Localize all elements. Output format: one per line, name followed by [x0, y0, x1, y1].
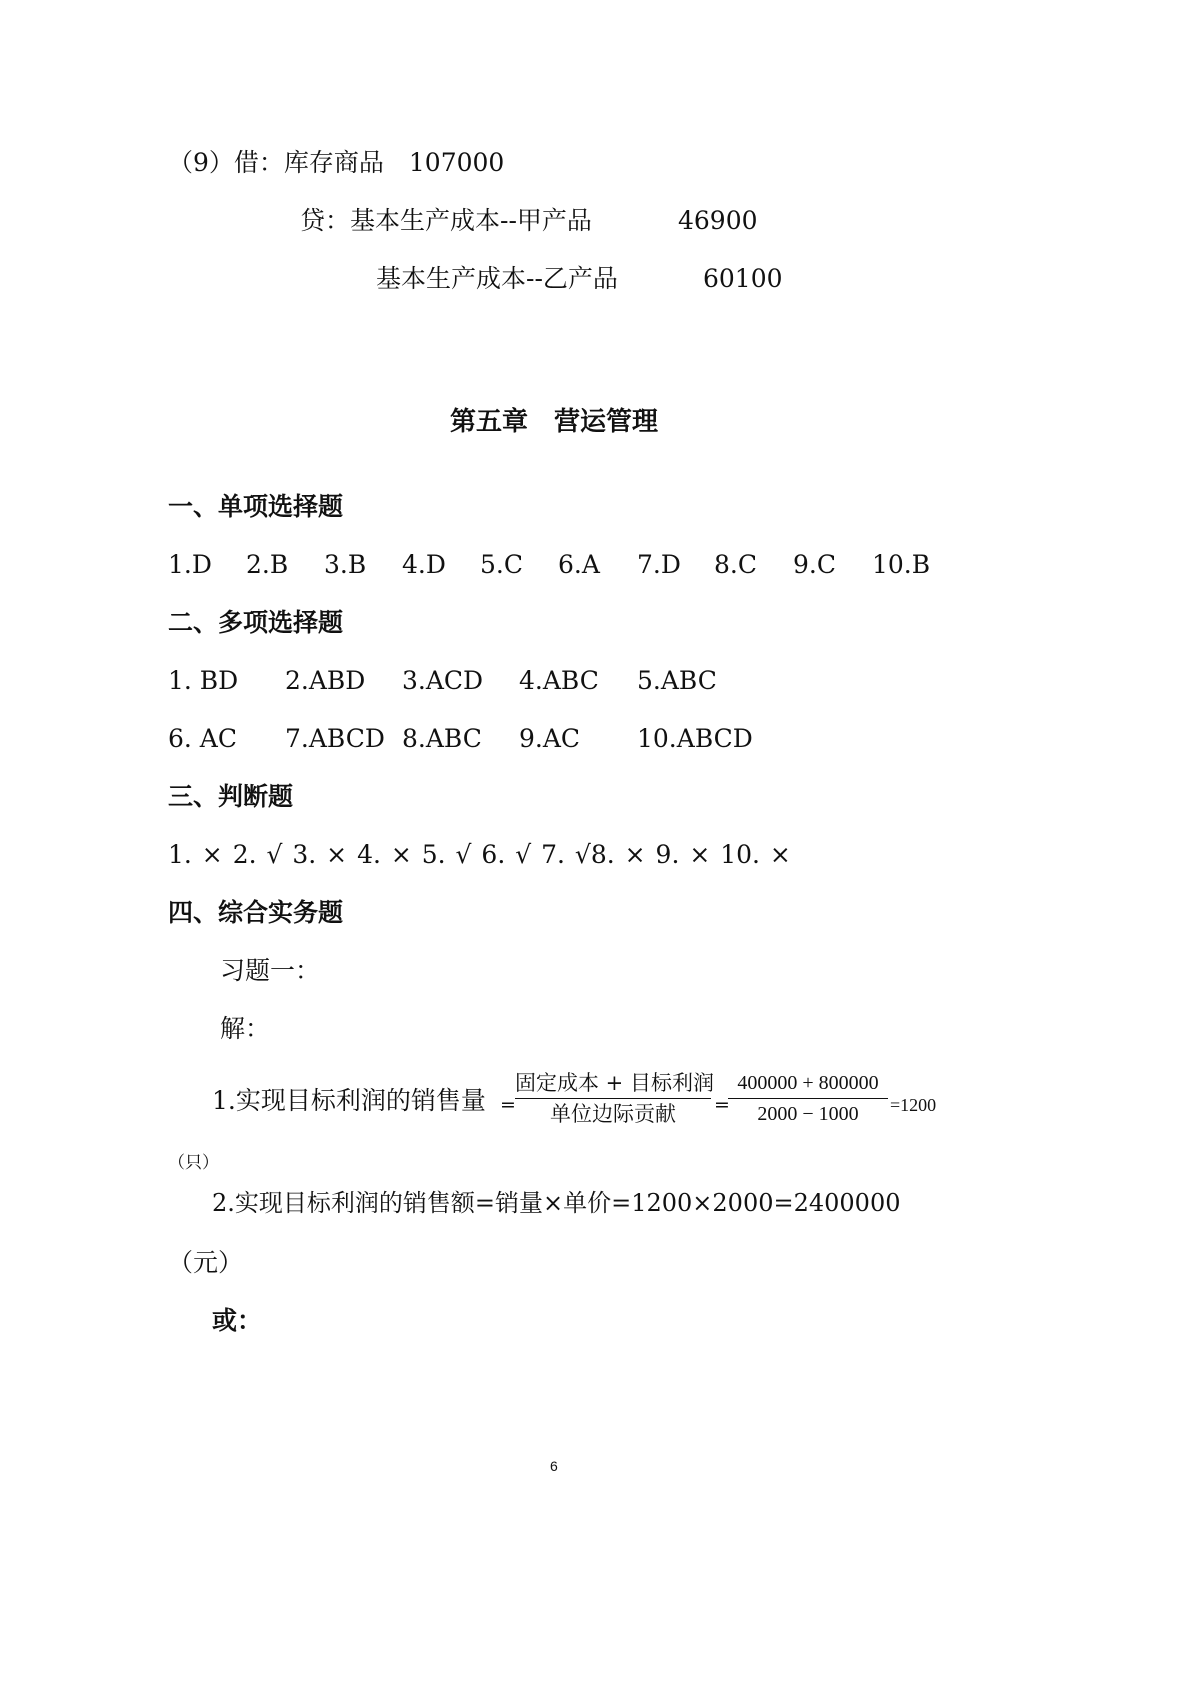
answer-item: 10.B	[872, 550, 931, 579]
multiple-answers-row-1	[168, 664, 868, 698]
formula1-lead: 1.实现目标利润的销售量	[212, 1086, 486, 1115]
answer-item: 1.D	[168, 550, 212, 579]
formula2-unit: （元）	[168, 1248, 244, 1277]
fraction-bar	[728, 1098, 888, 1099]
answer-item: 3.B	[324, 550, 367, 579]
section-practice-title: 四、综合实务题	[168, 898, 344, 927]
journal-line-debit: （9）借：库存商品 107000	[168, 148, 505, 177]
section-judge-title: 三、判断题	[168, 782, 294, 811]
answer-item: 1. BD	[168, 666, 239, 695]
answer-item: 10.ABCD	[637, 724, 753, 753]
journal-credit-a-label: 贷：基本生产成本--甲产品	[300, 206, 592, 235]
solution-label: 解：	[220, 1014, 271, 1043]
answer-item: 4.ABC	[519, 666, 599, 695]
page-number: 6	[550, 1458, 558, 1474]
answer-item: 6.A	[558, 550, 600, 579]
formula1-eq1: =	[500, 1094, 516, 1116]
journal-credit-b-amount: 60100	[703, 264, 783, 293]
fraction-numerator: 400000 + 800000	[737, 1072, 879, 1094]
formula1-unit: （只）	[168, 1153, 219, 1173]
multiple-answers-row-2	[168, 722, 868, 756]
fraction-denominator: 单位边际贡献	[550, 1102, 676, 1126]
single-answers-row	[168, 548, 968, 582]
answer-item: 9.AC	[519, 724, 581, 753]
answer-item: 5.ABC	[637, 666, 717, 695]
answer-item: 2.B	[246, 550, 289, 579]
formula1-fraction-words	[515, 1070, 714, 1127]
answer-item: 8.C	[714, 550, 757, 579]
chapter-title: 第五章 营运管理	[450, 407, 659, 437]
answer-item: 9.C	[793, 550, 836, 579]
answer-item: 4.D	[402, 550, 446, 579]
exercise-label: 习题一：	[220, 956, 321, 985]
answer-item: 7.D	[637, 550, 681, 579]
fraction-numerator: 固定成本 + 目标利润	[515, 1071, 714, 1095]
judge-answers: 1. × 2. √ 3. × 4. × 5. √ 6. √ 7. √8. × 9. × 10. ×	[168, 840, 791, 869]
formula1-fraction-numbers	[728, 1070, 888, 1127]
formula1-eq2: =	[714, 1094, 730, 1116]
or-label: 或：	[212, 1306, 263, 1335]
formula1-result: =1200	[890, 1095, 937, 1115]
answer-item: 2.ABD	[285, 666, 366, 695]
answer-item: 8.ABC	[402, 724, 482, 753]
journal-line-credit-b: 基本生产成本--乙产品	[376, 264, 618, 293]
fraction-denominator: 2000 − 1000	[757, 1103, 859, 1125]
journal-line-credit-a	[300, 204, 592, 238]
answer-item: 7.ABCD	[285, 724, 385, 753]
answer-item: 6. AC	[168, 724, 237, 753]
journal-credit-a-amount: 46900	[678, 206, 758, 235]
section-multiple-title: 二、多项选择题	[168, 608, 344, 637]
section-single-title: 一、单项选择题	[168, 492, 344, 521]
fraction-bar	[515, 1098, 711, 1099]
formula2-text: 2.实现目标利润的销售额=销量×单价=1200×2000=2400000	[212, 1189, 901, 1217]
answer-item: 5.C	[480, 550, 523, 579]
answer-item: 3.ACD	[402, 666, 484, 695]
